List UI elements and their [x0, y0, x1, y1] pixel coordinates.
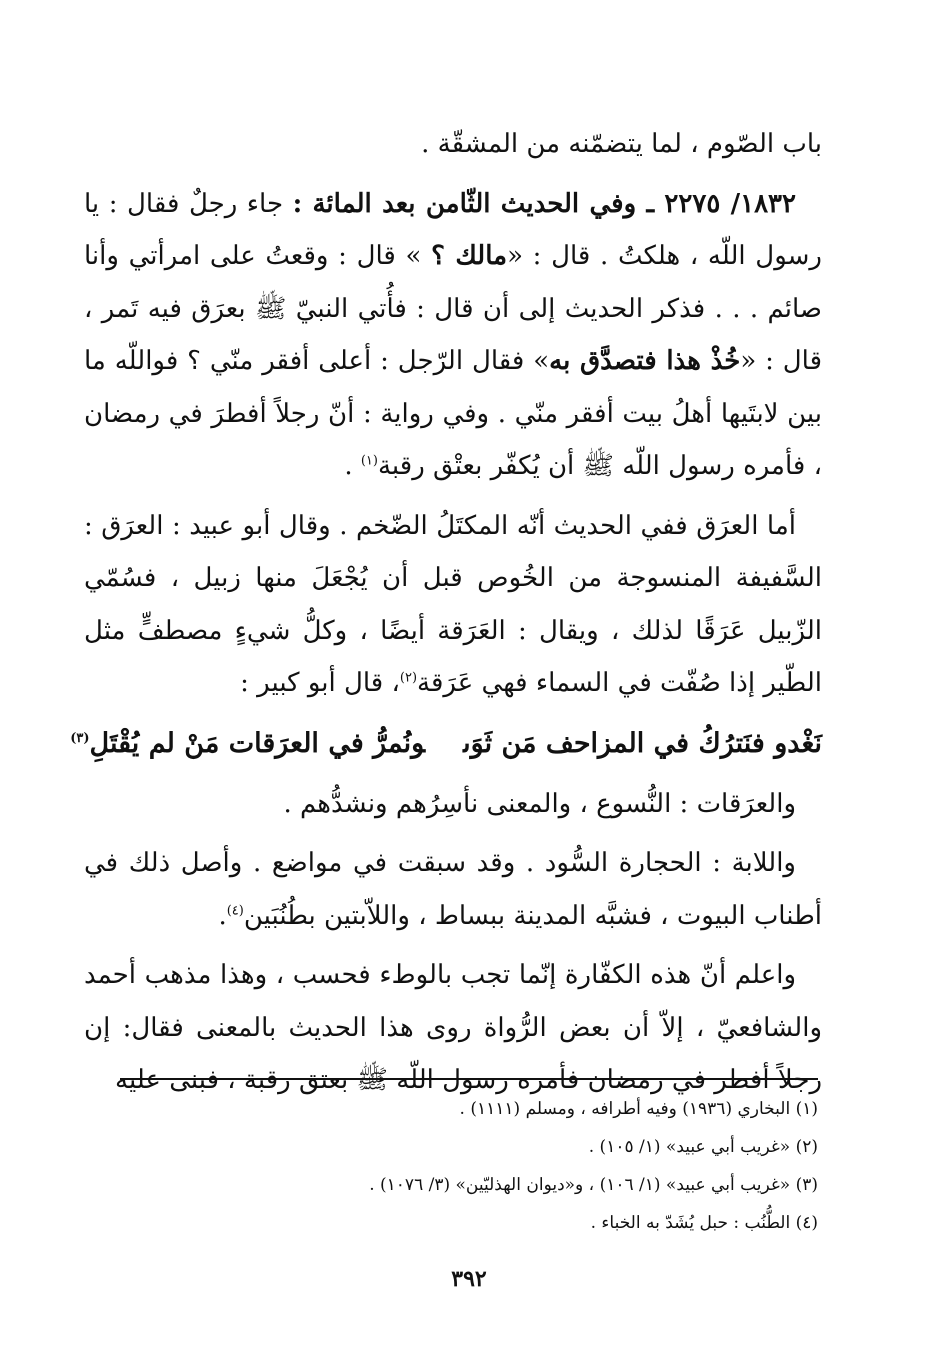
page-body [70, 118, 823, 1114]
araqat-text: والعرَقات : النُّسوع ، والمعنى نأسِرُهم ونشدُّهم . [283, 788, 796, 819]
footnote-3: (٣) «غريب أبي عبيد» (١/ ١٠٦) ، و«ديوان الهذليّين» (٣/ ١٠٧٦) . [369, 1175, 818, 1195]
laba-text: واللابة : الحجارة السُّود . وقد سبقت في مواضع . وأصل ذلك في أطناب البيوت ، فشبَّه المدينة ببساط ، واللاّبتين بطُنُبَين [84, 848, 822, 931]
hadith-quote-malak: مالك ؟ [431, 241, 508, 271]
page-number: ٣٩٢ [451, 1266, 487, 1292]
footnote-ref-4: (٤) [226, 902, 244, 918]
hadith-text-end: . [344, 451, 361, 481]
footnote-ref-2: (٢) [399, 670, 418, 686]
laba-text-end: . [218, 900, 227, 931]
footnote-4: (٤) الطُّنُب : حبل يُشَدّ به الخباء . [590, 1213, 818, 1233]
footnote-1: (١) البخاري (١٩٣٦) وفيه أطرافه ، ومسلم (١١١١) . [459, 1099, 818, 1119]
paragraph-araq [84, 500, 822, 710]
footnote-ref-1: (١) [360, 453, 378, 469]
araq-text-a: أما العرَق ففي الحديث أنّه المكتَلُ الضّخم . وقال أبو عبيد : العرَق : السَّفيفة المنسوجة من الخُوص قبل أن يُجْعَلَ منها زبيل ، فسُمّي الزّبيل عَرَقًا لذلك ، ويقال : العَرَقة أيضًا ، وكلُّ شيءٍ مصطفٍّ مثل الطّير إذا صُفّت في السماء فهي عَرَقة [84, 510, 822, 698]
verse-second-hemistich: ونُمرُّ في العرَقات مَنْ لم يُقْتَلِ [89, 727, 426, 759]
footnotes [120, 1090, 818, 1242]
hadith-text-a: جاء رجلٌ فقال : يا رسول اللّه ، هلكتُ . قال : « [84, 188, 822, 271]
paragraph-kaffara [84, 949, 822, 1107]
hadith-number: ١٨٣٢/ ٢٢٧٥ ـ وفي الحديث الثّامن بعد المائة : [292, 188, 796, 219]
paragraph-araqat [84, 778, 822, 831]
kaffara-text: واعلم أنّ هذه الكفّارة إنّما تجب بالوطء فحسب ، وهذا مذهب أحمد والشافعيّ ، إلاّ أن بعض الرُّواة روى هذا الحديث بالمعنى فقال: إن رجلاً أفطر في رمضان فأمره رسول اللّه ﷺ بعتق رقبة ، فبنى عليه [84, 960, 822, 1095]
paragraph-laba [84, 837, 822, 942]
footnote-2: (٢) «غريب أبي عبيد» (١/ ١٠٥) . [588, 1137, 818, 1157]
footnote-divider [120, 1078, 818, 1080]
intro-text: باب الصّوم ، لما يتضمّنه من المشقّة . [421, 129, 822, 159]
paragraph-hadith [84, 178, 822, 493]
paragraph-intro [84, 118, 822, 171]
poetry-verse [70, 717, 822, 771]
footnote-ref-3: (٣) [70, 730, 90, 746]
verse-first-hemistich: نَغْدو فنَترُكُ في المزاحف مَن ثَوَى [463, 727, 822, 759]
hadith-quote-khudh: خُذْ هذا فتصدَّق به [549, 346, 741, 376]
araq-text-b: ، قال أبو كبير : [240, 668, 400, 698]
hadith-text-c: » فقال الرّجل : أعلى أفقر منّي ؟ فواللّه ما بين لابتَيها أهلُ بيت أفقر منّي . وفي رواية : أنّ رجلاً أفطرَ في رمضان ، فأمره رسول اللّه ﷺ أن يُكفّر بعتْق رقبة [84, 346, 822, 481]
hadith-text-b: » قال : وقعتُ على امرأتي وأنا صائم . . . فذكر الحديث إلى أن قال : فأُتي النبيّ ﷺ بعرَق فيه تَمر ، قال : « [84, 241, 823, 376]
